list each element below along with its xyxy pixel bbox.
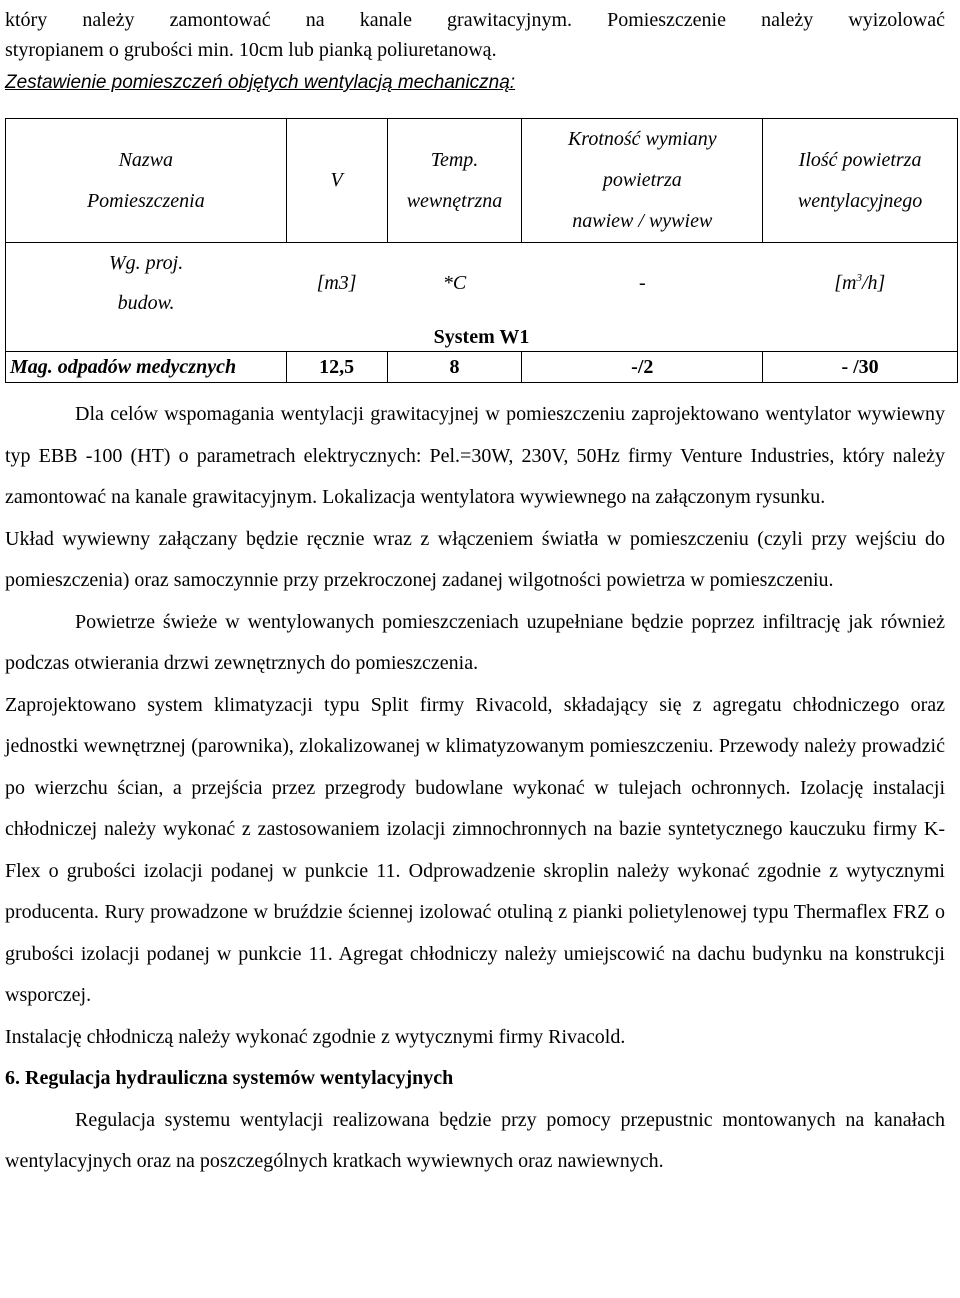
row-temp: 8 xyxy=(387,352,522,383)
row-name: Mag. odpadów medycznych xyxy=(6,352,287,383)
system-row xyxy=(6,323,958,352)
paragraph-exhaust-control: Układ wywiewny załączany będzie ręcznie wraz z włączeniem światła w pomieszczeniu (czyli przy wejściu do pomieszczenia) oraz samoczynnie przy przekroczonej zadanej wilgotności powietrza w pomieszczeniu. xyxy=(5,527,945,591)
paragraph-fan: Dla celów wspomagania wentylacji grawitacyjnej w pomieszczeniu zaprojektowano wentylator wywiewny typ EBB -100 (HT) o parametrach elektrycznych: Pel.=30W, 230V, 50Hz firmy Venture Industries, który należy zamontować na kanale grawitacyjnym. Lokalizacja wentylatora wywiewnego na załączonym rysunku. xyxy=(5,403,945,508)
header-name-sub: Wg. proj. budow. xyxy=(6,243,287,324)
table-header-row xyxy=(6,119,958,243)
paragraph-fresh-air: Powietrze świeże w wentylowanych pomieszczeniach uzupełniane będzie poprzez infiltrację jak również podczas otwierania drzwi zewnętrznych do pomieszczenia. xyxy=(5,610,945,674)
table-units-row xyxy=(6,243,958,324)
row-volume: 12,5 xyxy=(286,352,387,383)
system-label: System W1 xyxy=(6,323,958,352)
header-name: Nazwa Pomieszczenia xyxy=(6,119,287,243)
header-temp: Temp. wewnętrzna xyxy=(387,119,522,243)
row-air: - /30 xyxy=(763,352,958,383)
unit-rate: - xyxy=(638,271,646,294)
paragraph-hydraulic-regulation: Regulacja systemu wentylacji realizowana będzie przy pomocy przepustnic montowanych na kanałach wentylacyjnych oraz na poszczególnych kratkach wywiewnych oraz nawiewnych. xyxy=(5,1108,945,1172)
paragraph-air-conditioning: Zaprojektowano system klimatyzacji typu Split firmy Rivacold, składający się z agregatu chłodniczego oraz jednostki wewnętrznej (parownika), zlokalizowanej w klimatyzowanym pomieszczeniu. Przewody należy prowadzić po wierzchu ścian, a przejścia przez przegrody budowlane wykonać w tulejach ochronnych. Izolację instalacji chłodniczej należy wykonać z zastosowaniem izolacji zimnochronnych na bazie syntetycznego kauczuku firmy K-Flex o grubości izolacji podanej w punkcie 11. Odprowadzenie skroplin należy wykonać zgodnie z wytycznymi producenta. Rury prowadzone w bruździe ściennej izolować otuliną z pianki polietylenowej typu Thermaflex FRZ o grubości izolacji podanej w punkcie 11. Agregat chłodniczy należy umiejscowić na dachu budynku na konstrukcji wsporczej. xyxy=(5,693,945,1006)
intro-line-1: który należy zamontować na kanale grawitacyjnym. Pomieszczenie należy wyizolować xyxy=(5,9,945,31)
unit-volume: [m3] xyxy=(316,271,357,294)
header-rate: Krotność wymiany powietrza nawiew / wywiew xyxy=(522,119,763,243)
unit-air: $[m^3/h]$ xyxy=(763,243,958,324)
row-rate: -/2 xyxy=(522,352,763,383)
paragraph-refrigeration-install: Instalację chłodniczą należy wykonać zgodnie z wytycznymi firmy Rivacold. xyxy=(5,1025,626,1048)
body-text xyxy=(5,394,945,1183)
table-row xyxy=(6,352,958,383)
intro-paragraph xyxy=(5,0,945,71)
header-volume: V xyxy=(286,119,387,243)
header-air: Ilość powietrza wentylacyjnego xyxy=(763,119,958,243)
ventilation-table xyxy=(5,118,958,383)
section-heading: 6. Regulacja hydrauliczna systemów wentylacyjnych xyxy=(5,1067,454,1089)
table-caption: Zestawienie pomieszczeń objętych wentylacją mechaniczną: xyxy=(5,72,516,93)
unit-temp: *C xyxy=(442,271,467,294)
intro-line-2: styropianem o grubości min. 10cm lub pianką poliuretanową. xyxy=(5,38,497,61)
